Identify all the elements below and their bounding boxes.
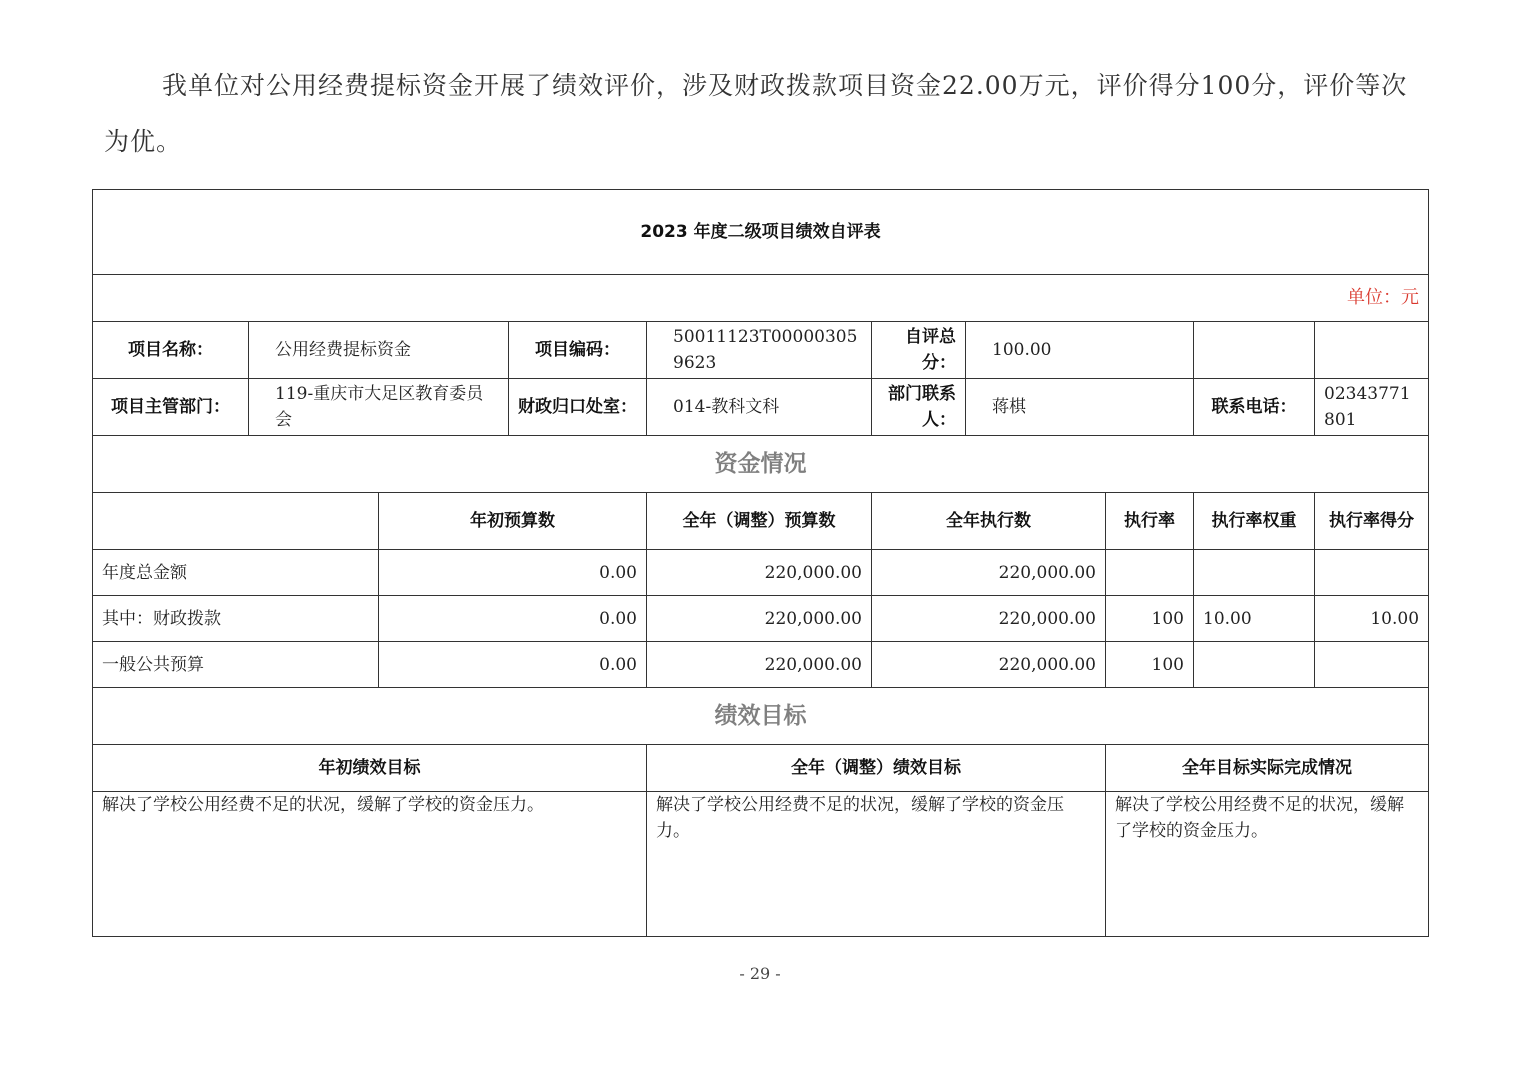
adjusted-budget: 220,000.00 bbox=[647, 550, 872, 596]
contact-label: 部门联系人： bbox=[872, 379, 966, 436]
funds-header-weight: 执行率权重 bbox=[1194, 493, 1315, 550]
goals-header-adjusted: 全年（调整）绩效目标 bbox=[647, 745, 1106, 792]
unit-label: 单位：元 bbox=[93, 275, 1429, 322]
rate-weight: 10.00 bbox=[1194, 596, 1315, 642]
actual-completion-text: 解决了学校公用经费不足的状况，缓解了学校的资金压力。 bbox=[1106, 792, 1429, 937]
intro-paragraph: 我单位对公用经费提标资金开展了绩效评价，涉及财政拨款项目资金22.00万元，评价得分100分，评价等次为优。 bbox=[104, 71, 1408, 156]
initial-budget: 0.00 bbox=[379, 550, 647, 596]
project-name-value: 公用经费提标资金 bbox=[249, 322, 509, 379]
execution-rate: 100 bbox=[1106, 596, 1194, 642]
self-score-value: 100.00 bbox=[966, 322, 1194, 379]
funds-header-score: 执行率得分 bbox=[1315, 493, 1429, 550]
adjusted-goal-text: 解决了学校公用经费不足的状况，缓解了学校的资金压力。 bbox=[647, 792, 1106, 937]
rate-score bbox=[1315, 642, 1429, 688]
executed-amount: 220,000.00 bbox=[872, 596, 1106, 642]
empty-cell bbox=[1194, 322, 1315, 379]
project-name-label: 项目名称： bbox=[93, 322, 249, 379]
adjusted-budget: 220,000.00 bbox=[647, 596, 872, 642]
row-label: 一般公共预算 bbox=[93, 642, 379, 688]
funds-header-executed: 全年执行数 bbox=[872, 493, 1106, 550]
phone-label: 联系电话： bbox=[1194, 379, 1315, 436]
executed-amount: 220,000.00 bbox=[872, 642, 1106, 688]
dept-label: 项目主管部门： bbox=[93, 379, 249, 436]
rate-weight bbox=[1194, 550, 1315, 596]
rate-weight bbox=[1194, 642, 1315, 688]
project-code-label: 项目编码： bbox=[509, 322, 647, 379]
initial-goal-text: 解决了学校公用经费不足的状况，缓解了学校的资金压力。 bbox=[93, 792, 647, 937]
initial-budget: 0.00 bbox=[379, 642, 647, 688]
funds-header-initial: 年初预算数 bbox=[379, 493, 647, 550]
goals-header-actual: 全年目标实际完成情况 bbox=[1106, 745, 1429, 792]
finance-office-value: 014-教科文科 bbox=[647, 379, 872, 436]
initial-budget: 0.00 bbox=[379, 596, 647, 642]
funds-header-blank bbox=[93, 493, 379, 550]
funds-section-title: 资金情况 bbox=[93, 436, 1429, 493]
table-row bbox=[93, 550, 1429, 596]
self-evaluation-table bbox=[92, 189, 1429, 937]
table-row bbox=[93, 596, 1429, 642]
project-code-value: 50011123T000003059623 bbox=[647, 322, 872, 379]
self-score-label: 自评总分： bbox=[872, 322, 966, 379]
finance-office-label: 财政归口处室： bbox=[509, 379, 647, 436]
page-number: - 29 - bbox=[739, 964, 781, 983]
row-label: 其中：财政拨款 bbox=[93, 596, 379, 642]
empty-cell bbox=[1315, 322, 1429, 379]
dept-value: 119-重庆市大足区教育委员会 bbox=[249, 379, 509, 436]
execution-rate bbox=[1106, 550, 1194, 596]
execution-rate: 100 bbox=[1106, 642, 1194, 688]
rate-score: 10.00 bbox=[1315, 596, 1429, 642]
funds-header-rate: 执行率 bbox=[1106, 493, 1194, 550]
goals-header-initial: 年初绩效目标 bbox=[93, 745, 647, 792]
row-label: 年度总金额 bbox=[93, 550, 379, 596]
phone-value: 02343771801 bbox=[1315, 379, 1429, 436]
funds-header-adjusted: 全年（调整）预算数 bbox=[647, 493, 872, 550]
goals-section-title: 绩效目标 bbox=[93, 688, 1429, 745]
executed-amount: 220,000.00 bbox=[872, 550, 1106, 596]
contact-value: 蒋棋 bbox=[966, 379, 1194, 436]
table-row bbox=[93, 642, 1429, 688]
adjusted-budget: 220,000.00 bbox=[647, 642, 872, 688]
rate-score bbox=[1315, 550, 1429, 596]
table-title: 2023 年度二级项目绩效自评表 bbox=[93, 190, 1429, 275]
